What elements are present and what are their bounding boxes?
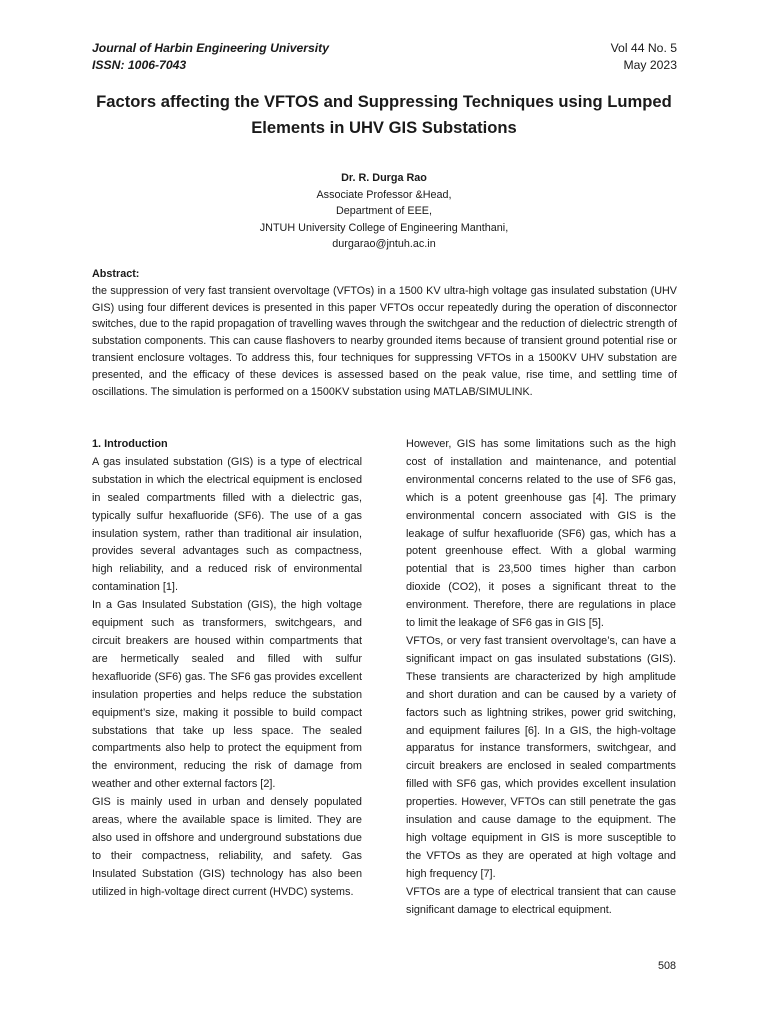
paragraph: However, GIS has some limitations such as the high cost of installation and maintenance, and potential environmental concerns related to the use of SF6 gas, which is a potent greenhouse gas [4]. The primary environmental concern associated with GIS is the leakage of sulfur hexafluoride (SF6) gas, which has a potent greenhouse effect. With a global warming potential that is 23,500 times higher than carbon dioxide (CO2), it poses a significant threat to the environment. Therefore, there are regulations in place to limit the leakage of SF6 gas in GIS [5]. — [406, 438, 676, 630]
volume-number: Vol 44 No. 5 — [610, 41, 677, 55]
journal-info — [92, 40, 329, 74]
paper-title: Factors affecting the VFTOS and Suppressing Techniques using Lumped Elements in UHV GIS Substations — [96, 92, 672, 137]
paragraph: In a Gas Insulated Substation (GIS), the high voltage equipment such as transformers, switchgears, and circuit breakers are housed within compartments that are hermetically sealed and filled with sulfur hexafluoride (SF6) gas. The SF6 gas provides excellent insulation properties and helps reduce the substation equipment’s size, making it possible to build compact substations that take up less space. The sealed compartments also help to protect the equipment from the environment, reducing the risk of damage from weather and other external factors [2]. — [92, 599, 362, 791]
paragraph: GIS is mainly used in urban and densely populated areas, where the available space is limited. They are also used in offshore and underground substations due to their compactness, reliability, and safety. Gas Insulated Substation (GIS) technology has also been utilized in high-voltage direct current (HVDC) systems. — [92, 796, 362, 898]
journal-name: Journal of Harbin Engineering University — [92, 41, 330, 55]
issue-info — [611, 40, 677, 74]
right-column — [406, 436, 676, 919]
page-header — [92, 40, 677, 76]
abstract-text: the suppression of very fast transient overvoltage (VFTOs) in a 1500 KV ultra-high voltage gas insulated substation (UHV GIS) using four different devices is presented in this paper VFTOs occur repeatedly during the operation of disconnector switches, due to the rapid propagation of travelling waves through the switchgear and the reduction of dielectric strength of substation components. This can cause flashovers to nearby grounded items because of transient ground potential rise or transient enclosure voltages. To address this, four techniques for suppressing VFTOs in a 1500KV UHV substation are presented, and the efficacy of these devices is assessed based on the peak value, rise time, and settling time of oscillations. The simulation is performed on a 1500KV substation using MATLAB/SIMULINK. — [92, 284, 677, 398]
paragraph: VFTOs, or very fast transient overvoltage’s, can have a significant impact on gas insulated substations (GIS). These transients are characterized by high amplitude and short duration and can be caused by a variety of factors such as lightning strikes, power grid switching, and equipment failures [6]. In a GIS, the high-voltage apparatus for instance transformers, switchgear, and circuit breakers are enclosed in sealed compartments filled with SF6 gas, which provides excellent insulation properties. However, VFTOs can still penetrate the gas insulation and cause damage to the equipment. The high voltage equipment in GIS is more susceptible to the VFTOs as they are operated at high voltage and high frequency [7]. — [406, 634, 676, 880]
journal-issn: ISSN: 1006-7043 — [92, 58, 187, 72]
author-email: durgarao@jntuh.ac.in — [332, 238, 436, 250]
page-number: 508 — [657, 960, 676, 972]
paragraph: A gas insulated substation (GIS) is a type of electrical substation in which the electrical equipment is enclosed in sealed compartments filled with a dielectric gas, typically sulfur hexafluoride (SF6). The use of a gas insulation system, rather than traditional air insulation, provides several advantages such as compactness, high reliability, and a reduced risk of environmental contamination [1]. — [92, 455, 362, 594]
abstract-label: Abstract: — [92, 268, 140, 280]
author-institution: JNTUH University College of Engineering Manthani, — [259, 221, 509, 234]
author-department: Department of EEE, — [335, 205, 433, 217]
abstract-section — [92, 266, 677, 400]
section-heading-introduction: 1. Introduction — [92, 438, 168, 450]
issue-date: May 2023 — [623, 58, 677, 72]
author-block — [150, 170, 618, 253]
left-column — [92, 436, 362, 902]
author-name: Dr. R. Durga Rao — [341, 172, 427, 184]
author-position: Associate Professor &Head, — [316, 188, 452, 201]
paragraph: VFTOs are a type of electrical transient that can cause significant damage to electrical equipment. — [406, 885, 676, 916]
